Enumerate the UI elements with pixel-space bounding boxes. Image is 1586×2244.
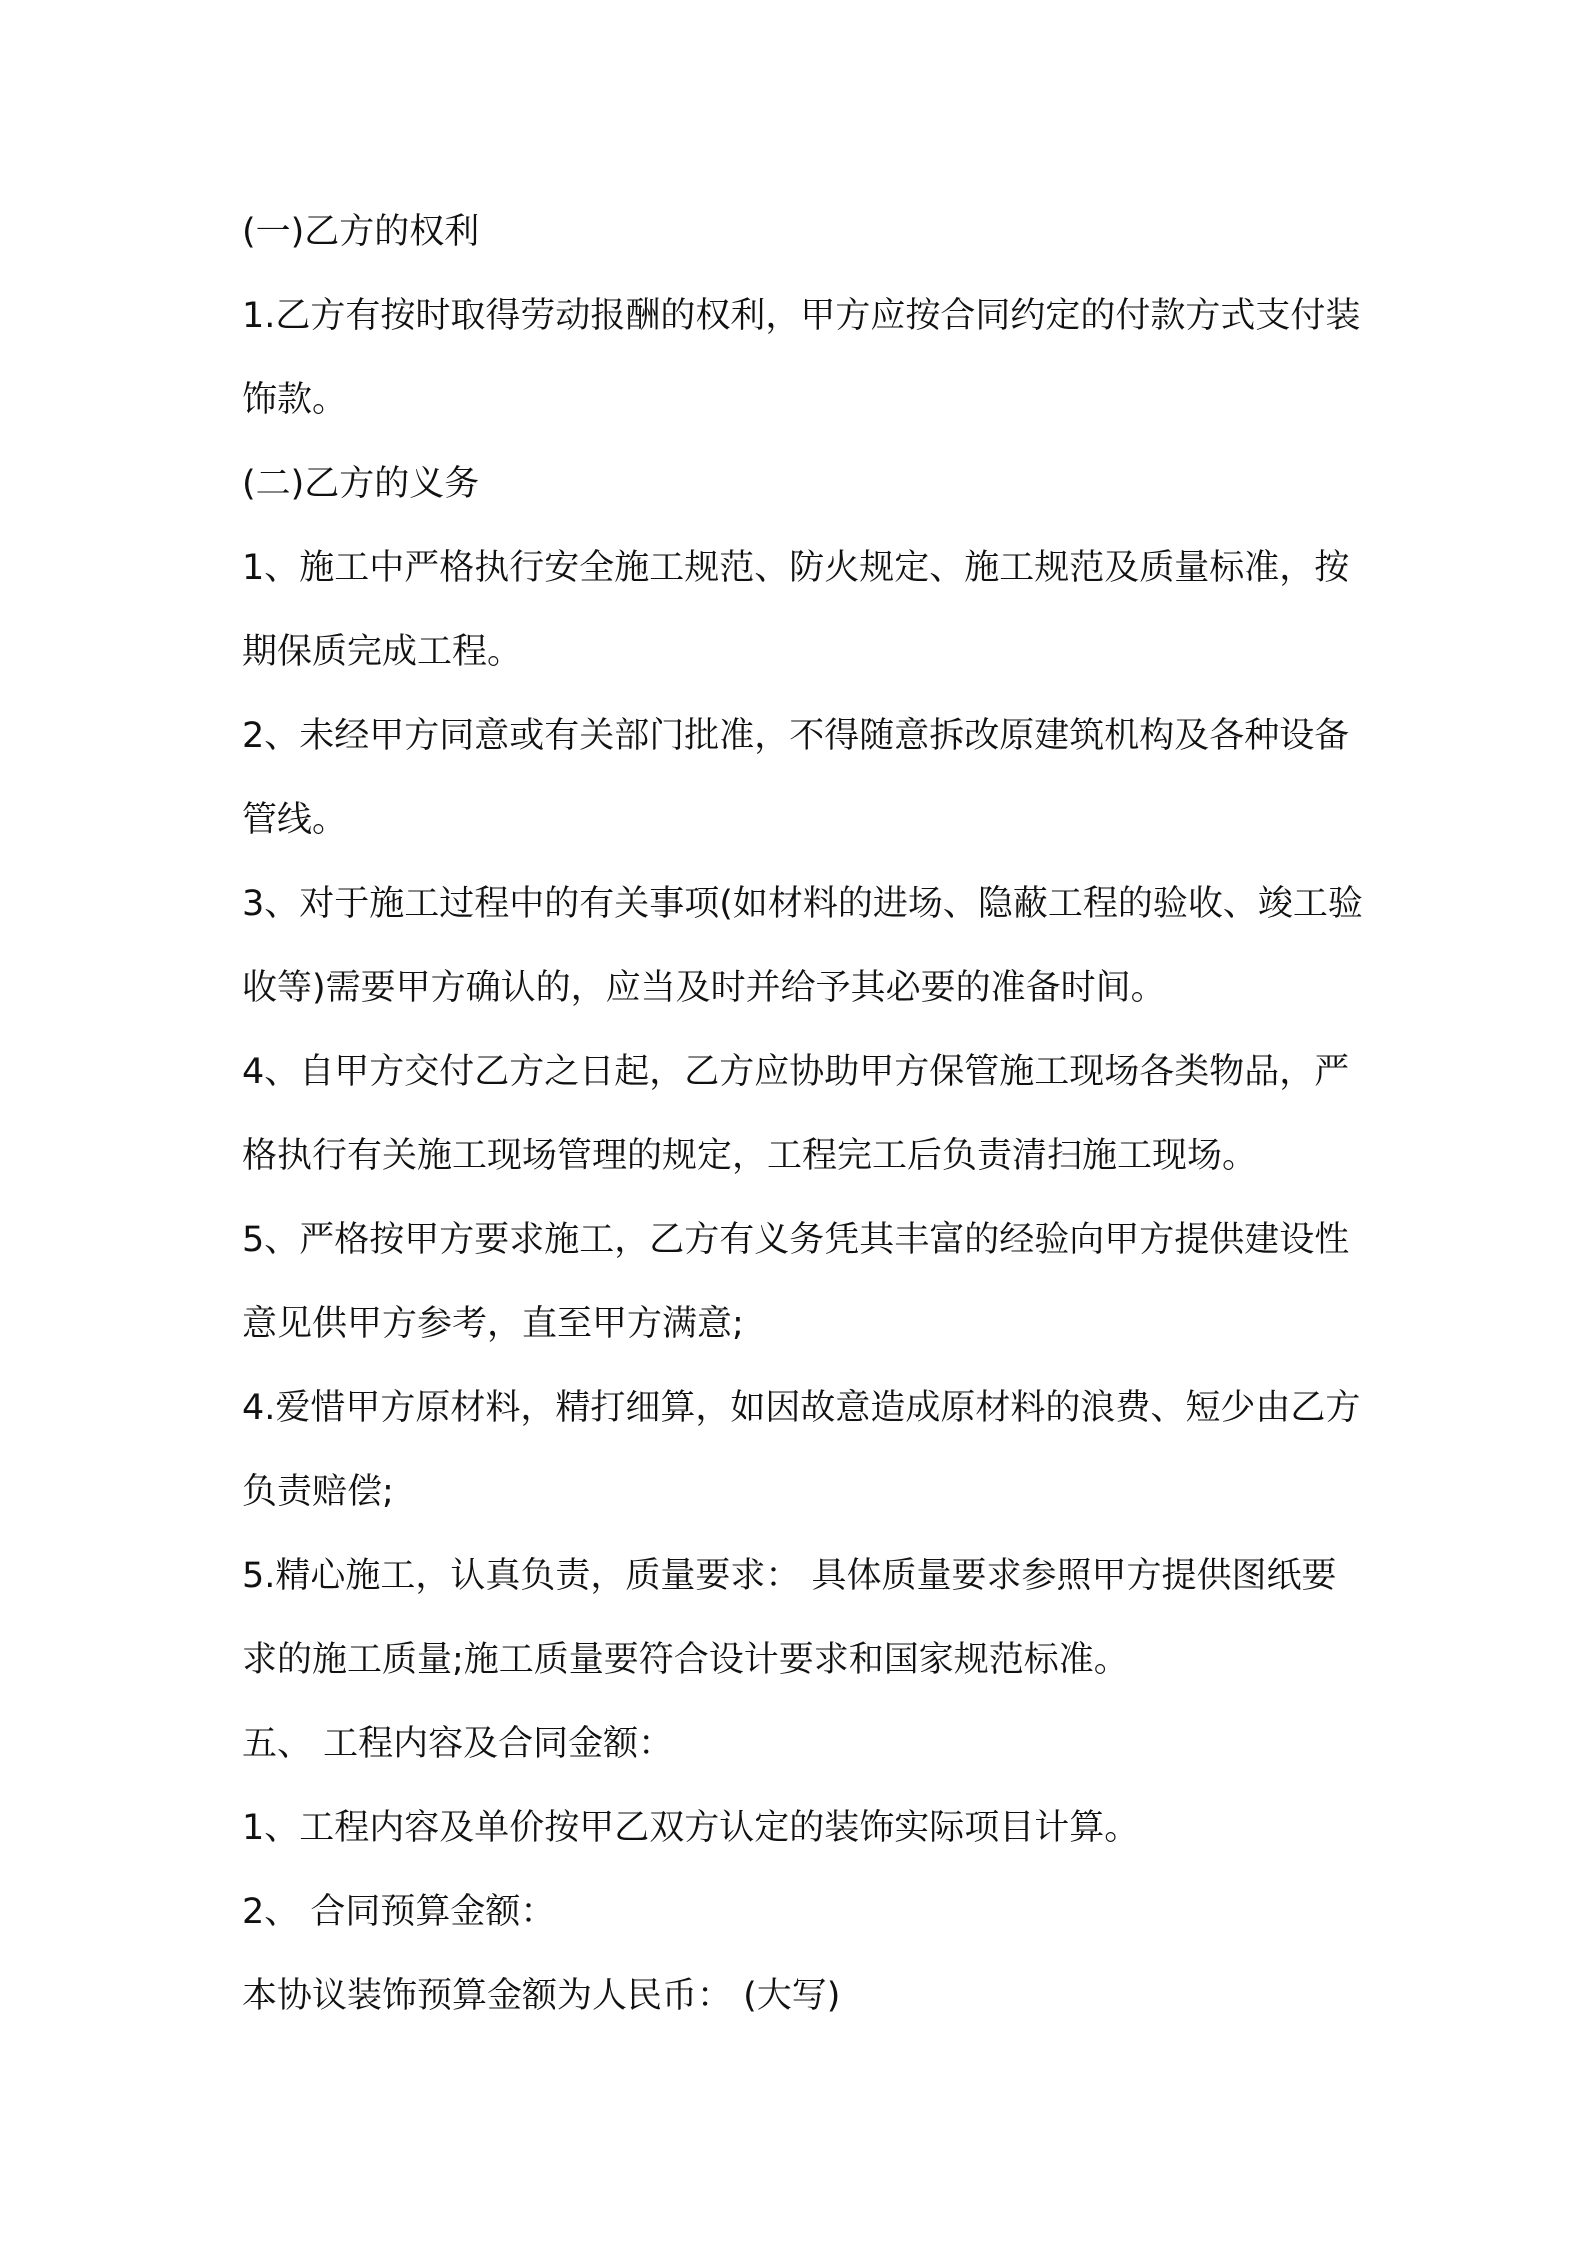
document-body <box>242 190 1367 2038</box>
section-heading-scope-amount: 五、 工程内容及合同金额： <box>242 1724 674 1764</box>
paragraph-materials: 4.爱惜甲方原材料，精打细算，如因故意造成原材料的浪费、短少由乙方负责赔偿; <box>242 1388 1361 1512</box>
section-heading-rights: (一)乙方的权利 <box>242 212 480 252</box>
paragraph-scope-1: 1、工程内容及单价按甲乙双方认定的装饰实际项目计算。 <box>242 1808 1140 1848</box>
paragraph-budget-heading: 2、 合同预算金额： <box>242 1892 556 1932</box>
paragraph-obligation-3: 3、对于施工过程中的有关事项(如材料的进场、隐蔽工程的验收、竣工验收等)需要甲方确认的，应当及时并给予其必要的准备时间。 <box>242 884 1363 1008</box>
paragraph-obligation-4: 4、自甲方交付乙方之日起，乙方应协助甲方保管施工现场各类物品，严格执行有关施工现场管理的规定，工程完工后负责清扫施工现场。 <box>242 1052 1350 1176</box>
paragraph-obligation-5: 5、严格按甲方要求施工，乙方有义务凭其丰富的经验向甲方提供建设性意见供甲方参考，直至甲方满意; <box>242 1220 1350 1344</box>
paragraph-quality: 5.精心施工，认真负责，质量要求： 具体质量要求参照甲方提供图纸要求的施工质量;施工质量要符合设计要求和国家规范标准。 <box>242 1556 1337 1680</box>
paragraph-budget-amount: 本协议装饰预算金额为人民币： (大写) <box>242 1976 841 2016</box>
paragraph-right-1: 1.乙方有按时取得劳动报酬的权利，甲方应按合同约定的付款方式支付装饰款。 <box>242 296 1361 420</box>
section-heading-obligations: (二)乙方的义务 <box>242 464 480 504</box>
paragraph-obligation-1: 1、施工中严格执行安全施工规范、防火规定、施工规范及质量标准，按期保质完成工程。 <box>242 548 1350 672</box>
paragraph-obligation-2: 2、未经甲方同意或有关部门批准，不得随意拆改原建筑机构及各种设备管线。 <box>242 716 1350 840</box>
